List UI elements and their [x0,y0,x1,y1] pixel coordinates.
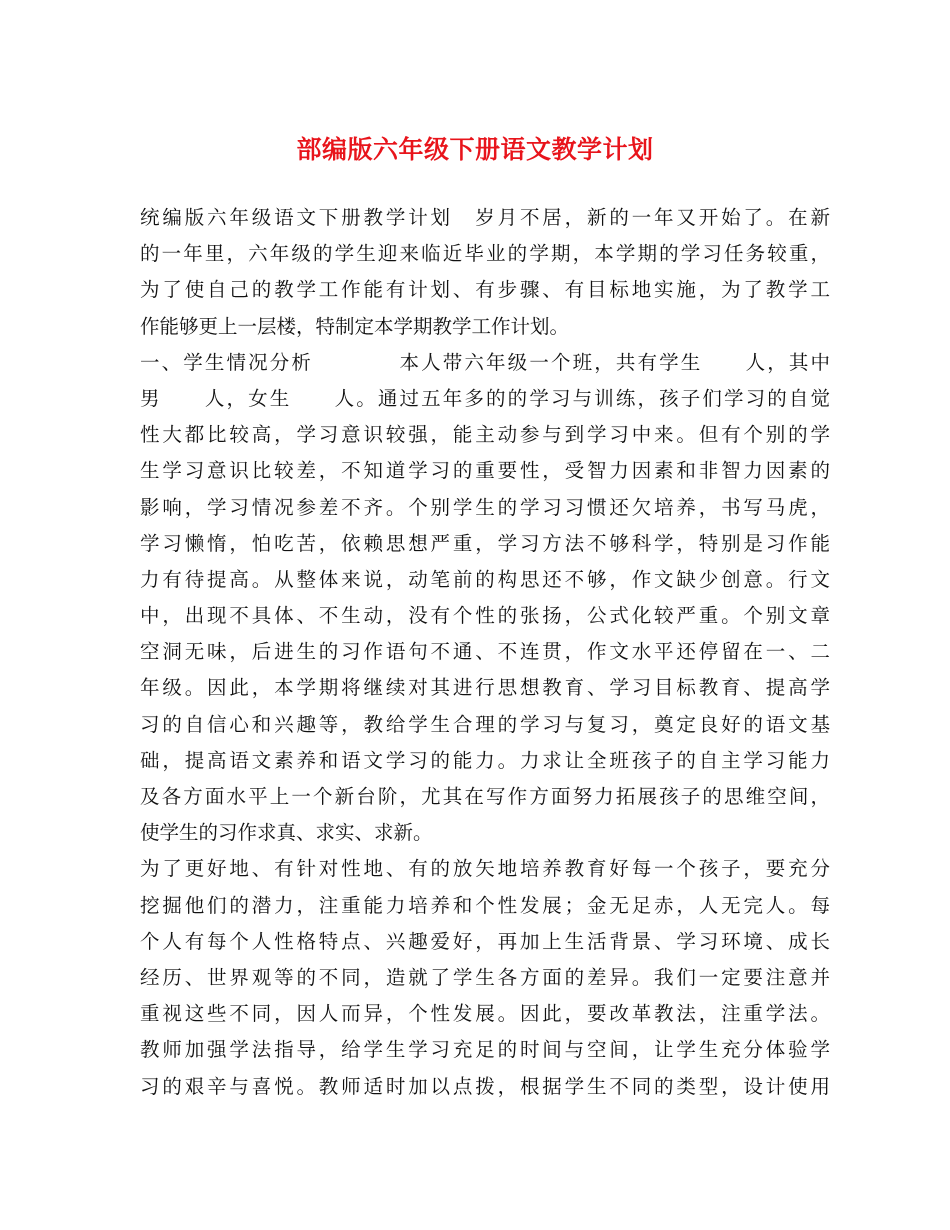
text-line: 性大都比较高，学习意识较强，能主动参与到学习中来。但有个别的学 [140,423,830,447]
text-line: 的一年里，六年级的学生迎来临近毕业的学期，本学期的学习任务较重， [140,242,830,266]
text-line: 习的艰辛与喜悦。教师适时加以点拨，根据学生不同的类型，设计使用 [140,1074,830,1098]
text-line: 教师加强学法指导，给学生学习充足的时间与空间，让学生充分体验学 [140,1038,830,1062]
text-line: 男 人，女生 人。通过五年多的的学习与训练，孩子们学习的自觉 [140,386,830,410]
text-line: 重视这些不同，因人而异，个性发展。因此，要改革教法，注重学法。 [140,1002,830,1026]
text-line: 一、学生情况分析 本人带六年级一个班，共有学生 人，其中 [140,350,830,374]
text-line: 经历、世界观等的不同，造就了学生各方面的差异。我们一定要注意并 [140,965,830,989]
text-line: 力有待提高。从整体来说，动笔前的构思还不够，作文缺少创意。行文 [140,567,830,591]
text-line: 挖掘他们的潜力，注重能力培养和个性发展；金无足赤，人无完人。每 [140,893,830,917]
text-line: 生学习意识比较差，不知道学习的重要性，受智力因素和非智力因素的 [140,459,830,483]
text-line: 统编版六年级语文下册教学计划 岁月不居，新的一年又开始了。在新 [140,206,830,229]
text-line: 为了更好地、有针对性地、有的放矢地培养教育好每一个孩子，要充分 [140,857,830,881]
text-line: 影响，学习情况参差不齐。个别学生的学习习惯还欠培养，书写马虎， [140,495,830,519]
text-line: 空洞无味，后进生的习作语句不通、不连贯，作文水平还停留在一、二 [140,640,830,664]
text-line: 学习懒惰，怕吃苦，依赖思想严重，学习方法不够科学，特别是习作能 [140,531,830,555]
text-line: 中，出现不具体、不生动，没有个性的张扬，公式化较严重。个别文章 [140,604,830,628]
page-title: 部编版六年级下册语文教学计划 [296,135,654,164]
text-line: 习的自信心和兴趣等，教给学生合理的学习与复习，奠定良好的语文基 [140,712,830,736]
text-line: 个人有每个人性格特点、兴趣爱好，再加上生活背景、学习环境、成长 [140,929,830,953]
text-line: 及各方面水平上一个新台阶，尤其在写作方面努力拓展孩子的思维空间， [140,785,830,808]
text-line: 使学生的习作求真、求实、求新。 [140,821,433,845]
text-line: 作能够更上一层楼，特制定本学期教学工作计划。 [140,314,570,338]
text-line: 础，提高语文素养和语文学习的能力。力求让全班孩子的自主学习能力 [140,748,830,772]
document-body [140,200,830,1105]
text-line: 年级。因此，本学期将继续对其进行思想教育、学习目标教育、提高学 [140,676,830,700]
text-line: 为了使自己的教学工作能有计划、有步骤、有目标地实施，为了教学工 [140,278,830,302]
